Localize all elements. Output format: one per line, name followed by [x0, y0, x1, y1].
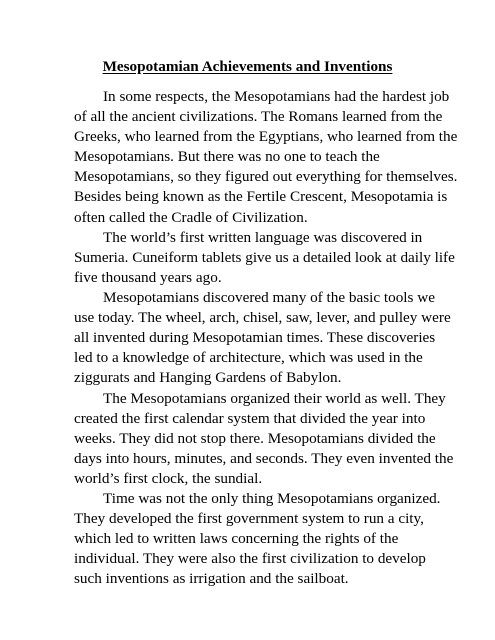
text-line: days into hours, minutes, and seconds. They even invented the: [74, 450, 454, 468]
text-line: The Mesopotamians organized their world as well. They: [103, 390, 446, 407]
paragraph-5: [74, 489, 494, 589]
text-line: world’s first clock, the sundial.: [74, 470, 263, 488]
text-line: which led to written laws concerning the rights of the: [74, 530, 399, 548]
text-line: individual. They were also the first civilization to develop: [74, 550, 426, 568]
text-line: use today. The wheel, arch, chisel, saw, lever, and pulley were: [74, 309, 451, 327]
text-line: all invented during Mesopotamian times. These discoveries: [74, 329, 436, 347]
text-line: five thousand years ago.: [74, 269, 222, 287]
paragraph-3: [74, 288, 494, 388]
text-line: such inventions as irrigation and the sailboat.: [74, 570, 349, 588]
text-line: of all the ancient civilizations. The Romans learned from the: [74, 108, 443, 126]
text-line: The world’s first written language was discovered in: [103, 229, 423, 246]
text-line: led to a knowledge of architecture, which was used in the: [74, 349, 423, 367]
text-line: Mesopotamians discovered many of the basic tools we: [103, 289, 435, 306]
paragraph-2: [74, 228, 494, 288]
text-line: Mesopotamians, so they figured out everything for themselves.: [74, 168, 458, 186]
text-line: Besides being known as the Fertile Crescent, Mesopotamia is: [74, 188, 448, 206]
text-line: weeks. They did not stop there. Mesopotamians divided the: [74, 430, 436, 448]
text-line: Greeks, who learned from the Egyptians, who learned from the: [74, 128, 458, 146]
paragraph-1: [74, 87, 494, 228]
document-title: Mesopotamian Achievements and Inventions: [102, 58, 393, 75]
text-line: They developed the first government system to run a city,: [74, 510, 424, 528]
text-line: In some respects, the Mesopotamians had the hardest job: [103, 88, 450, 105]
text-line: often called the Cradle of Civilization.: [74, 208, 308, 226]
paragraph-4: [74, 389, 494, 489]
text-line: Mesopotamians. But there was no one to teach the: [74, 148, 380, 166]
text-line: Time was not the only thing Mesopotamians organized.: [103, 490, 441, 507]
text-line: created the first calendar system that divided the year into: [74, 410, 426, 428]
text-line: Sumeria. Cuneiform tablets give us a detailed look at daily life: [74, 249, 455, 267]
text-line: ziggurats and Hanging Gardens of Babylon.: [74, 369, 342, 387]
